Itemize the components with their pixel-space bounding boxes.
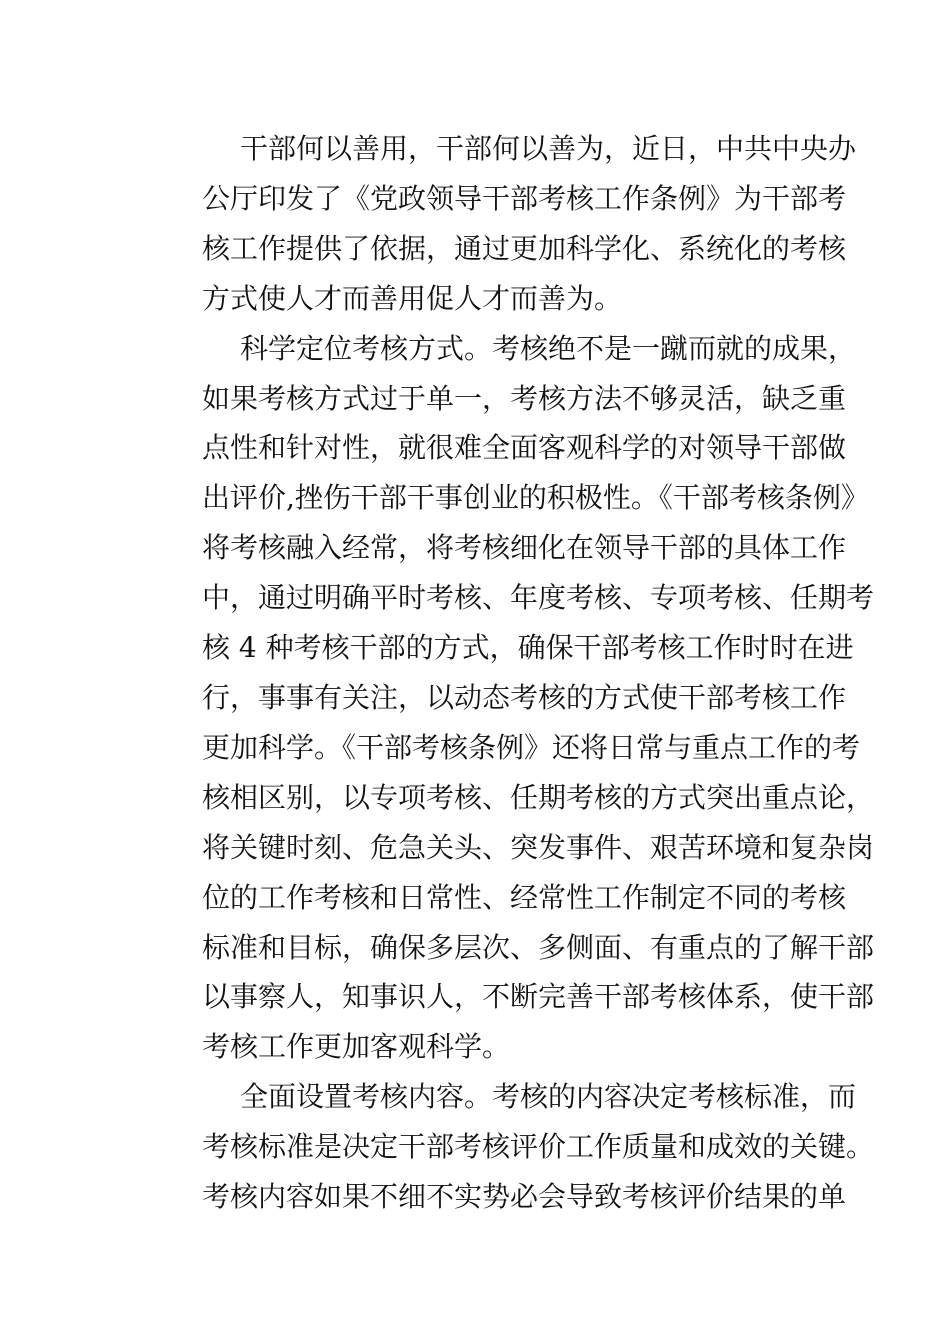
paragraph-1 — [146, 124, 857, 324]
text-line: 中，通过明确平时考核、年度考核、专项考核、任期考 — [202, 581, 875, 615]
text-line: 考核工作更加客观科学。 — [202, 1030, 511, 1064]
text-line: 更加科学。《干部考核条例》还将日常与重点工作的考 — [202, 730, 861, 764]
text-line: 如果考核方式过于单一，考核方法不够灵活，缺乏重 — [202, 381, 847, 415]
text-line: 位的工作考核和日常性、经常性工作制定不同的考核 — [202, 880, 847, 914]
text-line: 点性和针对性，就很难全面客观科学的对领导干部做 — [202, 431, 847, 465]
text-line: 核 4 种考核干部的方式，确保干部考核工作时时在进 — [202, 631, 854, 665]
text-line: 考核内容如果不细不实势必会导致考核评价结果的单 — [202, 1180, 847, 1214]
text-line: 公厅印发了《党政领导干部考核工作条例》为干部考 — [202, 181, 847, 215]
text-line: 全面设置考核内容。考核的内容决定考核标准，而 — [240, 1080, 857, 1114]
text-line: 核工作提供了依据，通过更加科学化、系统化的考核 — [202, 231, 847, 265]
text-line: 方式使人才而善用促人才而善为。 — [202, 281, 623, 315]
text-line: 行，事事有关注，以动态考核的方式使干部考核工作 — [202, 680, 847, 714]
text-line: 标准和目标，确保多层次、多侧面、有重点的了解干部 — [202, 930, 875, 964]
text-line: 核相区别，以专项考核、任期考核的方式突出重点论， — [202, 780, 875, 814]
text-line: 出评价,挫伤干部干事创业的积极性。《干部考核条例》 — [202, 481, 869, 515]
text-line: 考核标准是决定干部考核评价工作质量和成效的关键。 — [202, 1130, 875, 1164]
text-line: 科学定位考核方式。考核绝不是一蹴而就的成果， — [240, 331, 857, 365]
text-line: 将考核融入经常，将考核细化在领导干部的具体工作 — [202, 531, 847, 565]
text-line: 将关键时刻、危急关头、突发事件、艰苦环境和复杂岗 — [202, 830, 875, 864]
paragraph-3 — [146, 1072, 875, 1222]
text-line: 干部何以善用，干部何以善为，近日，中共中央办 — [240, 132, 857, 165]
text-line: 以事察人，知事识人，不断完善干部考核体系，使干部 — [202, 980, 875, 1014]
document-body — [146, 124, 875, 1222]
paragraph-2 — [146, 324, 875, 1073]
